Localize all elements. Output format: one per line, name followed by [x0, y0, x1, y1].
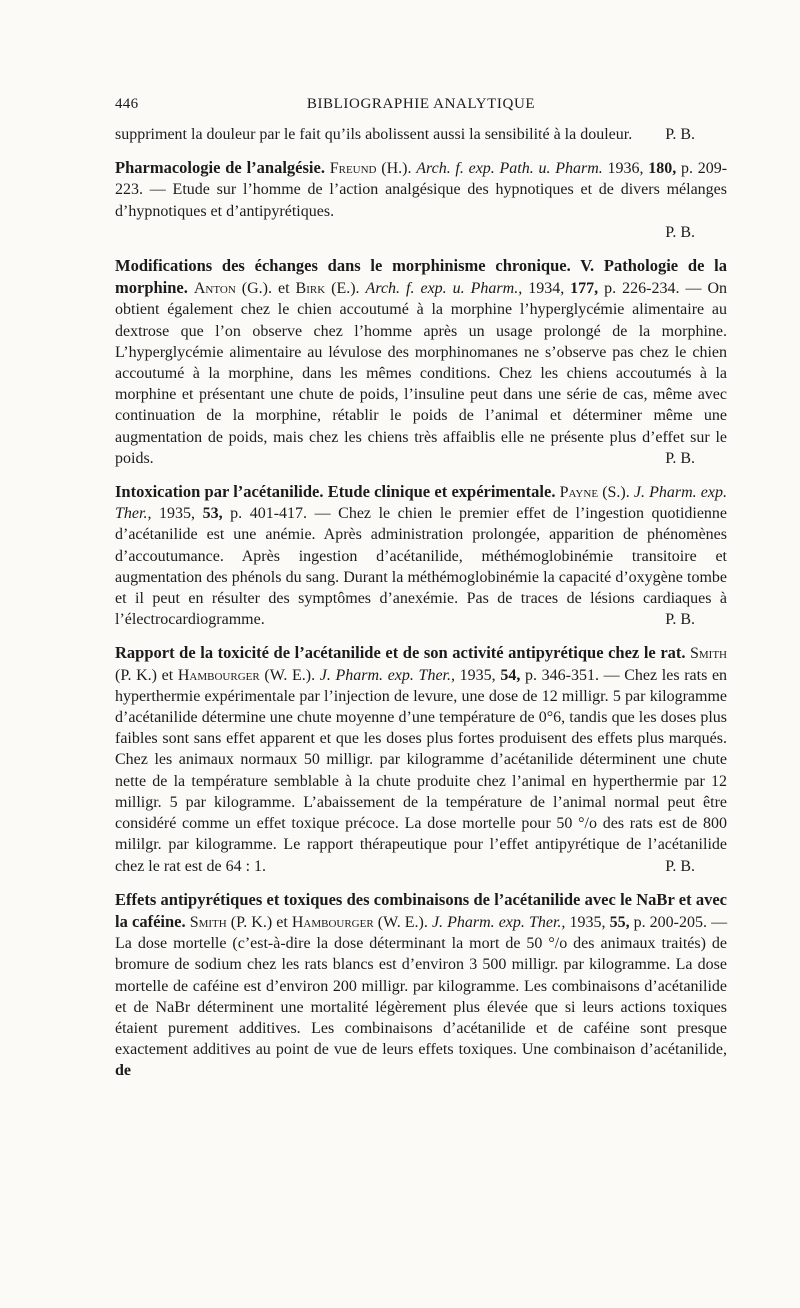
entry-conjunction: et [161, 666, 174, 684]
entry-journal: J. Pharm. exp. Ther., [115, 484, 728, 523]
entry-journal: Arch. f. exp. Path. u. Pharm. [416, 160, 603, 178]
entry-conjunction: et [276, 913, 288, 931]
entry-pages: p. 226-234. [604, 280, 680, 298]
entry-author-initials: (H.). [381, 160, 412, 178]
entry-abstract: — Chez les rats en hyperthermie expérimentale par l’injection de levure, une dose de 12 milligr. 5 par kilogramme d’acétanilide détermine une chute moyenne d’une température de 0°6, tandis que les doses plus faibles sont sans effet apparent et que les doses plus fortes produisent des effets plus marqués. Chez les animaux normaux 50 milligr. par kilogramme d’acétanilide déterminent une chute nette de la température semblable à la chute produite chez l’animal en hyperthermie par 12 milligr. 5 par kilogramme. L’abaissement de la température de l’animal normal peut être considéré comme un effet toxique précoce. La dose mortelle pour 50 °/o des rats est de 800 mililgr. par kilogramme. Le rapport thérapeutique pour l’effet antipyrétique de l’acétanilide chez le rat est de 64 : 1. [115, 666, 728, 875]
entry-volume: 53, [202, 505, 223, 523]
signature: P. B. [665, 223, 695, 241]
entry-author-initials: (G.). [241, 280, 272, 298]
entry-acetanilide-intoxication [115, 481, 727, 630]
entry-author: Smith [189, 913, 227, 931]
running-head [115, 96, 727, 124]
entry-author-initials: (W. E.). [377, 913, 428, 931]
continuation-paragraph [115, 124, 727, 145]
entry-abstract: — Chez le chien le premier effet de l’ingestion quotidienne d’acétanilide est une anémie. Après administration prolongée, apparition de phénomènes d’accoutumance. Après ingestion d’acétanilide, méthémoglobinémie transitoire et augmentation des phénols du sang. Durant la méthémoglobinémie la capacité d’oxygène tombe et il peut en résulter des symptômes d’anexémie. Pas de traces de lésions cardiaques à l’électrocardiogramme. [115, 505, 728, 629]
entry-pages: p. 346-351. [524, 666, 599, 684]
entry-volume: 54, [500, 666, 521, 684]
entry-title: Effets antipyrétiques et toxiques des combinaisons de l’acétanilide avec le NaBr et avec la caféine. [115, 889, 727, 931]
entry-year: 1934, [528, 280, 565, 298]
entry-author-initials: (W. E.). [264, 666, 316, 684]
entry-author: Birk [295, 280, 326, 298]
entry-abstract: — Etude sur l’homme de l’action analgésique des hypnotiques et de divers mélanges d’hypnotiques et d’antipyrétiques. [115, 181, 727, 220]
entry-title: Modifications des échanges dans le morphinisme chronique. V. Pathologie de la morphine. [115, 256, 727, 298]
page-number: 446 [115, 96, 139, 112]
entry-year: 1936, [607, 160, 644, 178]
entry-volume: 55, [609, 913, 630, 931]
entry-journal: J. Pharm. exp. Ther., [431, 913, 566, 931]
entry-journal: J. Pharm. exp. Ther., [319, 666, 455, 684]
page [115, 96, 727, 1082]
entry-title: Pharmacologie de l’analgésie. [115, 158, 325, 178]
entry-abstract: — On obtient également chez le chien accoutumé à la morphine l’hyperglycémie alimentaire au dextrose que l’on observe chez l’homme après un usage prolongé de la morphine. L’hyperglycémie alimentaire au lévulose des morphinomanes ne s’observe pas chez le chien accoutumé à la morphine, dans les mêmes conditions. Chez les chiens accoutumés à la morphine et présentant une chute de poids, l’insuline peut dans une série de cas, même avec continuation de la morphine, rétablir le poids de l’animal et déterminer même une augmentation de poids, mais chez les chiens très affaiblis elle ne présente plus d’effet sur le poids. [115, 280, 727, 467]
entry-author: Payne [559, 484, 599, 502]
entry-year: 1935, [569, 913, 606, 931]
entry-abstract: — La dose mortelle (c’est-à-dire la dose déterminant la mort de 50 °/o des animaux traités) de bromure de sodium chez les rats blancs est d’environ 3 500 milligr. par kilogramme. La dose mortelle de caféine est d’environ 200 milligr. par kilogramme. Les combinaisons d’acétanilide et de NaBr déterminent une mortalité légèrement plus élevée que si leurs actions toxiques étaient purement additives. Les combinaisons d’acétanilide et de caféine sont presque exactement additives au point de vue de leurs effets toxiques. Une combinaison d’acétanilide, [115, 913, 728, 1059]
running-title: BIBLIOGRAPHIE ANALYTIQUE [306, 96, 536, 112]
entry-journal: Arch. f. exp. u. Pharm., [365, 280, 523, 298]
signature: P. B. [665, 857, 695, 875]
entry-title: Intoxication par l’acétanilide. Etude clinique et expérimentale. [115, 482, 556, 502]
entry-author: Hambourger [291, 913, 374, 931]
entry-pages: p. 200-205. [633, 913, 708, 931]
entry-year: 1935, [159, 505, 196, 523]
entry-pages: p. 209-223. [115, 160, 728, 199]
entry-author: Anton [193, 280, 236, 298]
entry-morphinisme [115, 255, 727, 469]
entry-author-initials: (P. K.) [230, 913, 273, 931]
entry-pages: p. 401-417. [230, 505, 308, 523]
continuation-text: suppriment la douleur par le fait qu’ils abolissent aussi la sensibilité à la douleur. [115, 126, 633, 143]
entry-author-initials: (P. K.) [115, 666, 157, 684]
entry-acetanilide-nabr [115, 889, 727, 1082]
entry-trailing-word: de [115, 1062, 131, 1080]
entry-acetanilide-toxicite [115, 642, 727, 876]
entry-author-initials: (S.). [602, 484, 630, 502]
signature: P. B. [665, 611, 695, 629]
entry-author: Freund [329, 160, 377, 178]
entry-volume: 177, [570, 280, 599, 298]
entry-conjunction: et [277, 280, 290, 298]
signature: P. B. [665, 449, 695, 467]
entry-author-initials: (E.). [331, 280, 360, 298]
entry-analgesie [115, 157, 727, 243]
entry-volume: 180, [648, 160, 677, 178]
entry-author: Smith [690, 645, 728, 663]
signature: P. B. [665, 126, 695, 143]
entry-title: Rapport de la toxicité de l’acétanilide et de son activité antipyrétique chez le rat. [115, 643, 686, 663]
entry-author: Hambourger [177, 666, 260, 684]
entry-year: 1935, [459, 666, 496, 684]
